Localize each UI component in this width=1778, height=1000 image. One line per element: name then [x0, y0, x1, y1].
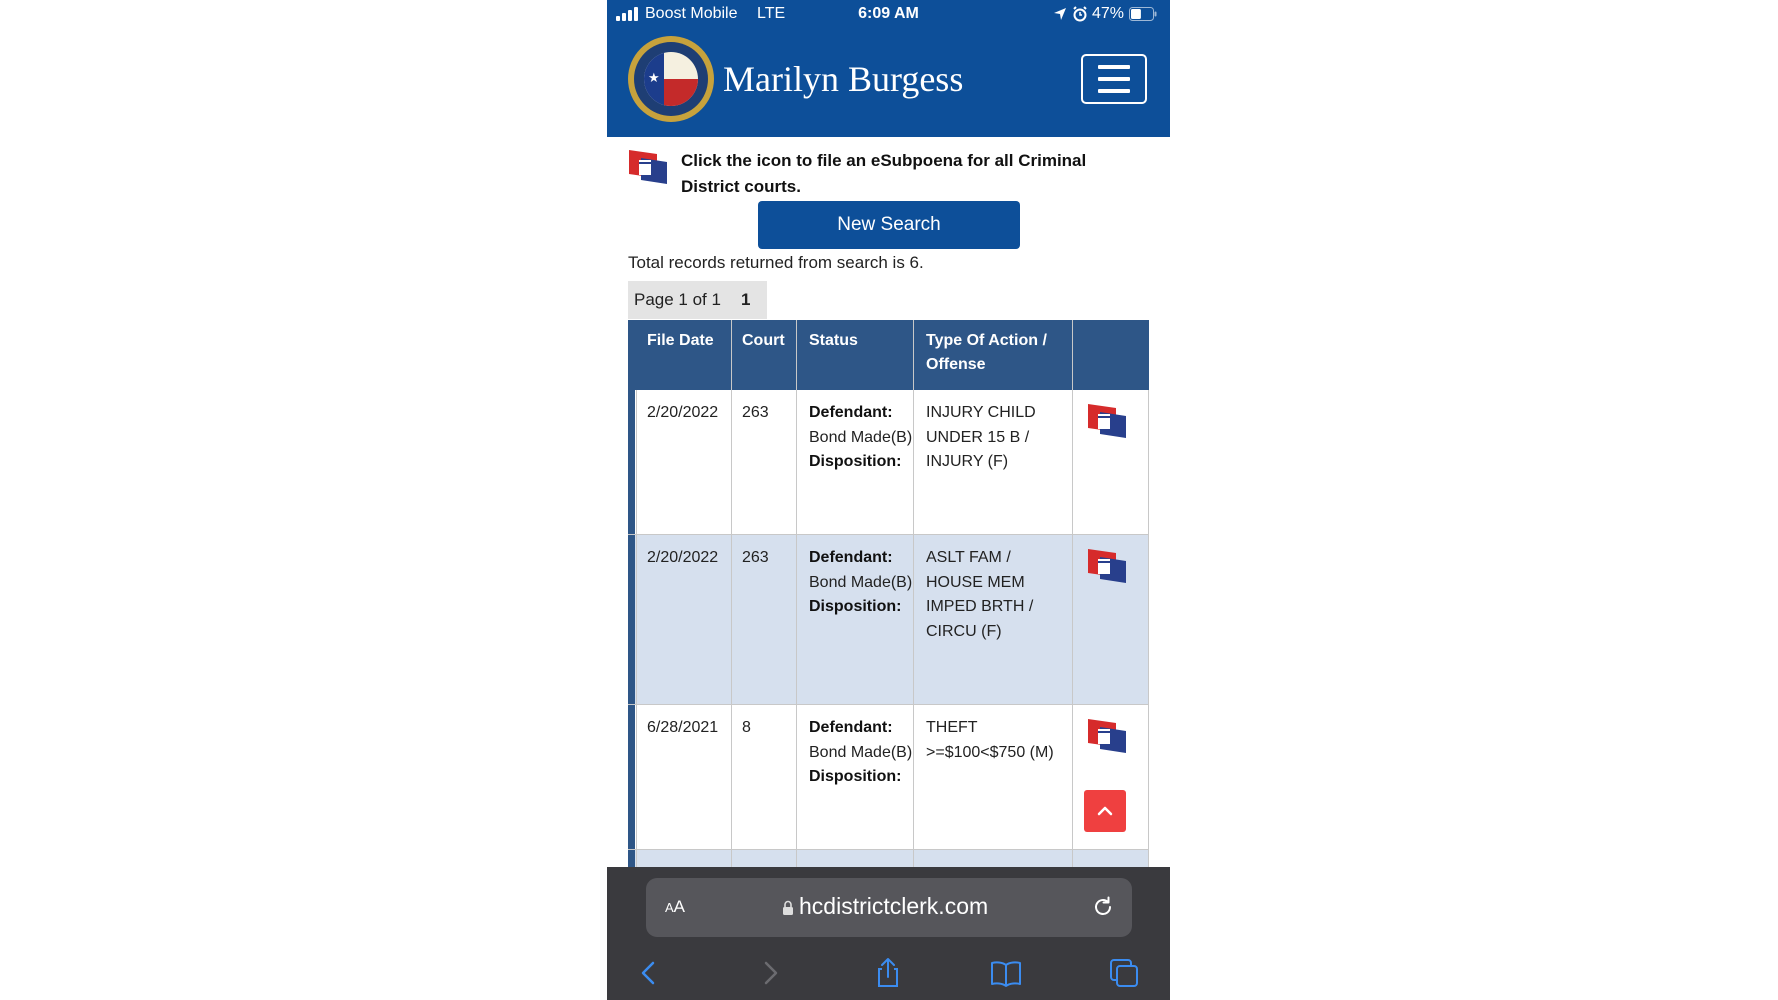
- phone-screen: [607, 0, 1170, 1000]
- total-records-text: Total records returned from search is 6.: [628, 253, 924, 272]
- offense-cell: INJURY CHILD UNDER 15 B / INJURY (F): [926, 404, 1036, 470]
- court-cell: 263: [742, 404, 769, 421]
- battery-percent: 47%: [1092, 5, 1125, 22]
- forward-icon[interactable]: [752, 955, 788, 991]
- status-time: 6:09 AM: [858, 5, 919, 22]
- tabs-icon[interactable]: [1106, 955, 1142, 991]
- site-title[interactable]: Marilyn Burgess: [723, 59, 964, 99]
- esubpoena-icon[interactable]: [1086, 547, 1128, 585]
- column-court: Court: [742, 332, 785, 349]
- status-cell: [809, 546, 919, 620]
- table-row: [628, 390, 1149, 534]
- court-cell: 8: [742, 719, 751, 736]
- back-icon[interactable]: [631, 955, 667, 991]
- pagination: [628, 281, 767, 319]
- column-type-of-action: Type Of Action / Offense: [926, 332, 1047, 373]
- reload-icon[interactable]: [1091, 895, 1115, 919]
- column-file-date: File Date: [647, 332, 714, 349]
- defendant-label: Defendant:: [809, 719, 893, 736]
- carrier-name: Boost Mobile: [645, 5, 738, 22]
- status-value: Bond Made(B): [809, 573, 913, 591]
- text-size-button[interactable]: AA: [665, 897, 686, 916]
- bookmarks-icon[interactable]: [988, 955, 1024, 991]
- table-row: [628, 705, 1149, 849]
- court-cell: 263: [742, 549, 769, 566]
- file-date-cell: 2/20/2022: [647, 404, 719, 421]
- esubpoena-instruction: Click the icon to file an eSubpoena for all Criminal District courts.: [681, 151, 1087, 196]
- browser-toolbar: [607, 867, 1170, 1000]
- county-clerk-seal-logo[interactable]: ★: [628, 36, 714, 122]
- defendant-label: Defendant:: [809, 404, 893, 421]
- lock-icon: [782, 900, 794, 916]
- network-type: LTE: [757, 5, 786, 22]
- esubpoena-icon[interactable]: [627, 148, 669, 186]
- file-date-cell: 6/28/2021: [647, 719, 719, 736]
- results-table-header: [628, 320, 1149, 390]
- disposition-label: Disposition:: [809, 768, 902, 785]
- disposition-label: Disposition:: [809, 453, 902, 470]
- share-icon[interactable]: [870, 955, 906, 991]
- new-search-button[interactable]: New Search: [758, 201, 1020, 249]
- alarm-icon: [1072, 6, 1088, 22]
- url-text[interactable]: hcdistrictclerk.com: [799, 893, 989, 919]
- table-row: [628, 535, 1149, 704]
- offense-cell: ASLT FAM / HOUSE MEM IMPED BRTH / CIRCU (F): [926, 549, 1034, 640]
- column-status: Status: [809, 332, 858, 349]
- page-indicator: Page 1 of 1: [634, 290, 721, 309]
- status-value: Bond Made(B): [809, 743, 913, 761]
- offense-cell: THEFT >=$100<$750 (M): [926, 719, 1054, 761]
- esubpoena-icon[interactable]: [1086, 717, 1128, 755]
- status-bar: [607, 0, 1170, 28]
- location-icon: [1052, 6, 1068, 22]
- file-date-cell: 2/20/2022: [647, 549, 719, 566]
- disposition-label: Disposition:: [809, 598, 902, 615]
- hamburger-menu-button[interactable]: [1081, 54, 1147, 104]
- status-value: Bond Made(B): [809, 428, 913, 446]
- esubpoena-icon[interactable]: [1086, 402, 1128, 440]
- status-cell: [809, 401, 919, 475]
- battery-icon: [1129, 7, 1157, 21]
- status-cell: [809, 716, 919, 790]
- site-header: [607, 0, 1170, 137]
- chevron-up-icon: [1095, 801, 1115, 821]
- defendant-label: Defendant:: [809, 549, 893, 566]
- scroll-to-top-button[interactable]: [1084, 790, 1126, 832]
- page-link-1[interactable]: 1: [741, 290, 751, 309]
- address-bar[interactable]: [646, 878, 1132, 937]
